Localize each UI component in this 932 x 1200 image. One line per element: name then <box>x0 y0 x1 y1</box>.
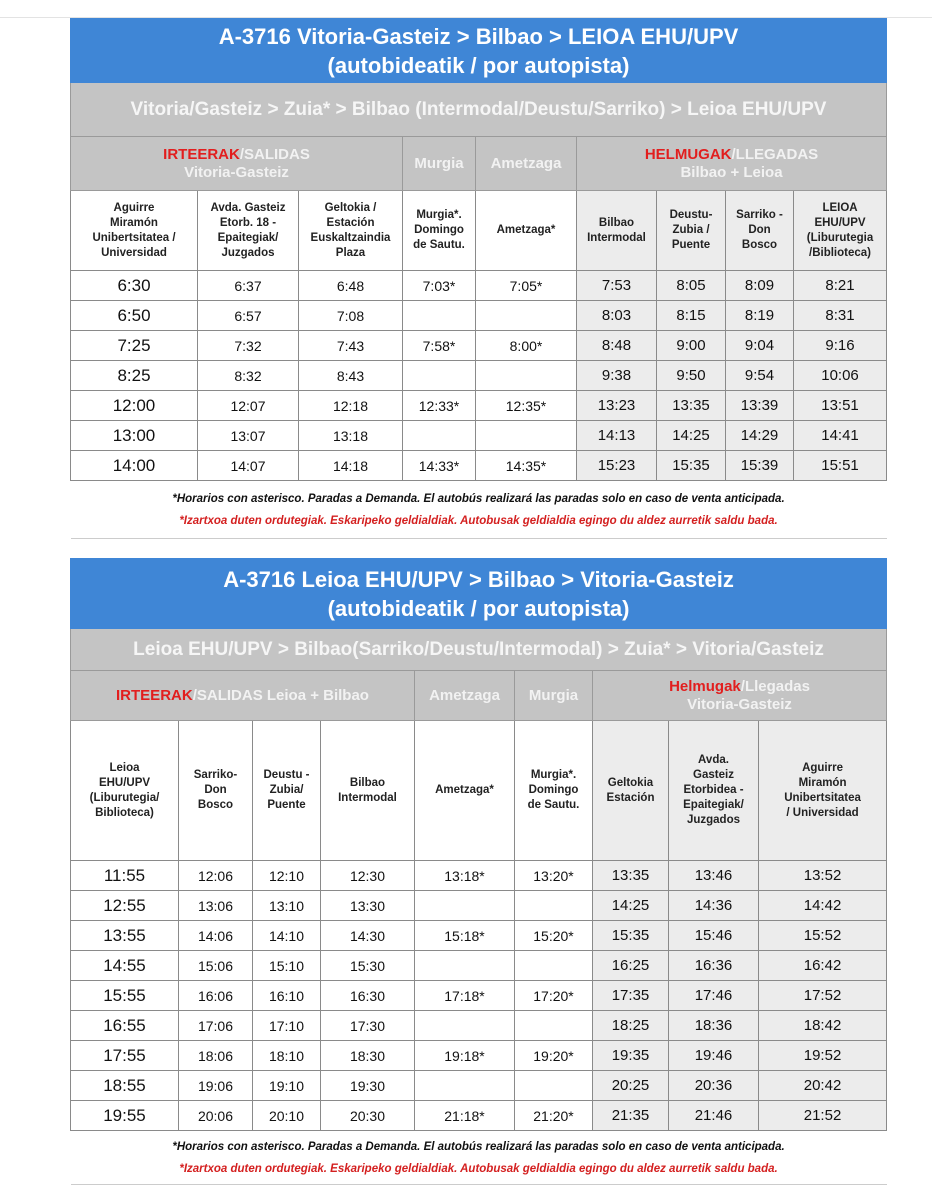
time-cell: 9:50 <box>657 361 726 391</box>
time-cell: 14:29 <box>726 421 794 451</box>
time-cell: 9:16 <box>794 331 887 361</box>
time-cell: 18:25 <box>593 1011 669 1041</box>
time-cell <box>415 1011 515 1041</box>
time-cell: 17:55 <box>71 1041 179 1071</box>
col-header-text: Leioa EHU/UPV (Liburutegia/ Biblioteca) <box>89 761 160 819</box>
col-header-text: Avda. Gasteiz Etorb. 18 - Epaitegiak/ Juzgados <box>210 201 286 259</box>
time-cell: 19:20* <box>515 1041 593 1071</box>
time-cell: 9:04 <box>726 331 794 361</box>
table-row <box>71 921 887 951</box>
time-cell: 20:10 <box>253 1101 321 1131</box>
col-header <box>253 721 321 861</box>
col-header-text: Deustu- Zubia / Puente <box>669 209 713 251</box>
time-cell: 12:30 <box>321 861 415 891</box>
departures-label-spanish: /SALIDAS <box>239 145 310 163</box>
col-header <box>515 721 593 861</box>
time-cell <box>403 361 476 391</box>
group-arrivals <box>593 671 887 721</box>
time-cell: 8:43 <box>299 361 403 391</box>
time-cell: 13:10 <box>253 891 321 921</box>
time-cell: 12:33* <box>403 391 476 421</box>
time-cell: 13:51 <box>794 391 887 421</box>
time-cell <box>415 951 515 981</box>
time-cell: 18:30 <box>321 1041 415 1071</box>
footnote-row <box>71 1131 887 1185</box>
time-cell: 12:35* <box>476 391 577 421</box>
departures-origin: Vitoria-Gasteiz <box>184 163 289 181</box>
time-cell: 7:58* <box>403 331 476 361</box>
route-row <box>71 629 887 671</box>
time-cell <box>515 1011 593 1041</box>
time-cell: 15:06 <box>179 951 253 981</box>
time-cell: 13:23 <box>577 391 657 421</box>
time-cell: 13:46 <box>669 861 759 891</box>
col-header <box>321 721 415 861</box>
time-cell: 14:25 <box>657 421 726 451</box>
time-cell: 17:06 <box>179 1011 253 1041</box>
col-header-text: Geltokia Estación <box>606 776 655 804</box>
time-cell: 15:23 <box>577 451 657 481</box>
table-row <box>71 271 887 301</box>
time-cell: 16:10 <box>253 981 321 1011</box>
time-cell: 18:06 <box>179 1041 253 1071</box>
time-cell: 20:36 <box>669 1071 759 1101</box>
time-cell: 13:18 <box>299 421 403 451</box>
col-header <box>71 191 198 271</box>
col-header <box>198 191 299 271</box>
table-row <box>71 1071 887 1101</box>
col-header <box>179 721 253 861</box>
table-row <box>71 361 887 391</box>
time-cell: 9:54 <box>726 361 794 391</box>
time-cell: 7:53 <box>577 271 657 301</box>
time-cell: 14:55 <box>71 951 179 981</box>
time-cell: 8:05 <box>657 271 726 301</box>
col-header <box>476 191 577 271</box>
time-cell: 8:25 <box>71 361 198 391</box>
time-cell: 21:20* <box>515 1101 593 1131</box>
col-header-text: Sarriko- Don Bosco <box>193 769 238 811</box>
table-row <box>71 391 887 421</box>
time-cell: 12:10 <box>253 861 321 891</box>
arrivals-label-basque: HELMUGAK <box>644 145 732 163</box>
time-cell <box>415 1071 515 1101</box>
time-cell: 14:33* <box>403 451 476 481</box>
time-cell: 6:30 <box>71 271 198 301</box>
schedule-table-outbound <box>70 18 887 539</box>
time-cell: 12:07 <box>198 391 299 421</box>
time-cell: 18:36 <box>669 1011 759 1041</box>
time-cell: 7:25 <box>71 331 198 361</box>
time-cell: 8:09 <box>726 271 794 301</box>
time-cell: 15:30 <box>321 951 415 981</box>
table-row <box>71 891 887 921</box>
table-row <box>71 981 887 1011</box>
time-cell: 6:37 <box>198 271 299 301</box>
table-row <box>71 1101 887 1131</box>
time-cell: 13:06 <box>179 891 253 921</box>
time-cell <box>515 951 593 981</box>
time-cell <box>515 891 593 921</box>
time-cell: 15:10 <box>253 951 321 981</box>
time-cell: 19:30 <box>321 1071 415 1101</box>
group-ametzaga: Ametzaga <box>415 671 515 721</box>
time-cell: 15:52 <box>759 921 887 951</box>
time-cell: 13:55 <box>71 921 179 951</box>
time-cell: 19:06 <box>179 1071 253 1101</box>
time-cell: 16:25 <box>593 951 669 981</box>
time-cell: 14:06 <box>179 921 253 951</box>
time-cell: 17:52 <box>759 981 887 1011</box>
time-cell <box>476 301 577 331</box>
time-cell: 21:52 <box>759 1101 887 1131</box>
departures-label-basque: IRTEERAK <box>163 145 240 163</box>
time-cell: 15:46 <box>669 921 759 951</box>
time-cell: 8:00* <box>476 331 577 361</box>
col-header-text: Geltokia / Estación Euskaltzaindia Plaza <box>310 201 391 259</box>
arrivals-label-spanish: /LLEGADAS <box>731 145 819 163</box>
time-cell: 20:25 <box>593 1071 669 1101</box>
time-cell: 14:07 <box>198 451 299 481</box>
time-cell: 15:35 <box>593 921 669 951</box>
time-cell: 15:51 <box>794 451 887 481</box>
col-header-text: Murgia*. Domingo de Sautu. <box>413 209 465 251</box>
time-cell: 7:05* <box>476 271 577 301</box>
time-cell: 12:55 <box>71 891 179 921</box>
time-cell: 14:42 <box>759 891 887 921</box>
time-cell: 16:55 <box>71 1011 179 1041</box>
time-cell: 15:35 <box>657 451 726 481</box>
col-header-text: LEIOA EHU/UPV (Liburutegia /Biblioteca) <box>806 201 874 259</box>
time-cell: 8:32 <box>198 361 299 391</box>
time-cell: 14:00 <box>71 451 198 481</box>
col-header-text: Deustu - Zubia/ Puente <box>263 769 310 811</box>
time-cell <box>415 891 515 921</box>
time-cell: 20:06 <box>179 1101 253 1131</box>
group-header-row <box>71 671 887 721</box>
time-cell: 20:30 <box>321 1101 415 1131</box>
time-cell: 8:21 <box>794 271 887 301</box>
time-cell: 14:30 <box>321 921 415 951</box>
group-murgia: Murgia <box>515 671 593 721</box>
col-header-text: Sarriko - Don Bosco <box>736 209 783 251</box>
table-row <box>71 951 887 981</box>
time-cell: 14:35* <box>476 451 577 481</box>
col-header-text: Avda. Gasteiz Etorbidea - Epaitegiak/ Juzgados <box>683 754 744 826</box>
table-row <box>71 451 887 481</box>
time-cell: 10:06 <box>794 361 887 391</box>
time-cell: 21:35 <box>593 1101 669 1131</box>
time-cell: 8:48 <box>577 331 657 361</box>
time-cell: 19:18* <box>415 1041 515 1071</box>
time-cell <box>476 421 577 451</box>
time-cell: 16:06 <box>179 981 253 1011</box>
time-cell: 13:20* <box>515 861 593 891</box>
time-cell: 18:42 <box>759 1011 887 1041</box>
time-cell: 17:30 <box>321 1011 415 1041</box>
time-cell: 15:39 <box>726 451 794 481</box>
time-cell: 16:42 <box>759 951 887 981</box>
time-cell: 6:57 <box>198 301 299 331</box>
schedule-title <box>71 19 887 83</box>
time-cell: 14:41 <box>794 421 887 451</box>
group-departures <box>71 137 403 191</box>
col-header <box>669 721 759 861</box>
time-cell <box>476 361 577 391</box>
col-header <box>415 721 515 861</box>
route-row <box>71 83 887 137</box>
col-header <box>593 721 669 861</box>
arrivals-label-spanish: /Llegadas <box>740 677 810 695</box>
time-cell: 13:18* <box>415 861 515 891</box>
time-cell: 9:00 <box>657 331 726 361</box>
title-line-1: A-3716 Leioa EHU/UPV > Bilbao > Vitoria-Gasteiz <box>223 566 734 592</box>
time-cell: 21:18* <box>415 1101 515 1131</box>
title-line-2: (autobideatik / por autopista) <box>327 52 630 78</box>
time-cell: 14:13 <box>577 421 657 451</box>
time-cell: 12:06 <box>179 861 253 891</box>
time-cell: 17:35 <box>593 981 669 1011</box>
group-header-row <box>71 137 887 191</box>
time-cell: 12:00 <box>71 391 198 421</box>
time-cell: 17:18* <box>415 981 515 1011</box>
col-header <box>403 191 476 271</box>
time-cell: 8:15 <box>657 301 726 331</box>
group-arrivals <box>577 137 887 191</box>
footnote-row <box>71 481 887 539</box>
time-cell: 14:10 <box>253 921 321 951</box>
table-row <box>71 421 887 451</box>
time-cell: 18:10 <box>253 1041 321 1071</box>
arrivals-label-basque: Helmugak <box>669 677 741 695</box>
time-cell: 8:03 <box>577 301 657 331</box>
time-cell: 17:10 <box>253 1011 321 1041</box>
time-cell: 8:31 <box>794 301 887 331</box>
footnote <box>71 1131 887 1185</box>
time-cell: 7:43 <box>299 331 403 361</box>
time-cell: 16:30 <box>321 981 415 1011</box>
footnote-spanish: *Horarios con asterisco. Paradas a Demanda. El autobús realizará las paradas solo en caso de venta anticipada. <box>172 1140 785 1153</box>
departures-label-basque: IRTEERAK <box>116 686 193 704</box>
column-header-row <box>71 191 887 271</box>
time-cell: 7:08 <box>299 301 403 331</box>
time-cell: 15:18* <box>415 921 515 951</box>
table-row <box>71 1041 887 1071</box>
group-departures <box>71 671 415 721</box>
time-cell: 13:35 <box>593 861 669 891</box>
time-cell: 9:38 <box>577 361 657 391</box>
time-cell: 12:18 <box>299 391 403 421</box>
time-cell: 20:42 <box>759 1071 887 1101</box>
route-text: Leioa EHU/UPV > Bilbao(Sarriko/Deustu/Intermodal) > Zuia* > Vitoria/Gasteiz <box>71 629 887 671</box>
time-cell: 8:19 <box>726 301 794 331</box>
time-cell <box>403 421 476 451</box>
col-header <box>71 721 179 861</box>
time-cell: 19:46 <box>669 1041 759 1071</box>
time-cell: 21:46 <box>669 1101 759 1131</box>
time-cell: 13:07 <box>198 421 299 451</box>
time-cell <box>515 1071 593 1101</box>
footnote-basque: *Izartxoa duten ordutegiak. Eskaripeko geldialdiak. Autobusak geldialdia egingo du aldez aurretik saldu bada. <box>179 1162 778 1175</box>
time-cell: 19:55 <box>71 1101 179 1131</box>
time-cell: 13:52 <box>759 861 887 891</box>
table-row <box>71 1011 887 1041</box>
arrivals-destination: Bilbao + Leioa <box>680 163 783 181</box>
table-row <box>71 301 887 331</box>
col-header <box>299 191 403 271</box>
time-cell: 14:25 <box>593 891 669 921</box>
footnote-basque: *Izartxoa duten ordutegiak. Eskaripeko geldialdiak. Autobusak geldialdia egingo du aldez aurretik saldu bada. <box>179 514 778 527</box>
time-cell: 17:20* <box>515 981 593 1011</box>
time-cell <box>403 301 476 331</box>
schedule-title <box>71 559 887 629</box>
time-cell: 6:48 <box>299 271 403 301</box>
time-cell: 15:55 <box>71 981 179 1011</box>
time-cell: 19:10 <box>253 1071 321 1101</box>
time-cell: 6:50 <box>71 301 198 331</box>
time-cell: 11:55 <box>71 861 179 891</box>
time-cell: 13:35 <box>657 391 726 421</box>
time-cell: 14:18 <box>299 451 403 481</box>
col-header-text: Aguirre Miramón Unibertsitatea / Universidad <box>784 761 861 819</box>
time-cell: 14:36 <box>669 891 759 921</box>
title-line-2: (autobideatik / por autopista) <box>327 595 630 621</box>
time-cell: 15:20* <box>515 921 593 951</box>
col-header <box>759 721 887 861</box>
time-cell: 13:30 <box>321 891 415 921</box>
departures-label-spanish: /SALIDAS Leioa + Bilbao <box>192 686 369 704</box>
group-murgia: Murgia <box>403 137 476 191</box>
col-header <box>657 191 726 271</box>
column-header-row <box>71 721 887 861</box>
table-row <box>71 331 887 361</box>
table-row <box>71 861 887 891</box>
footnote <box>71 481 887 539</box>
schedule-table-return <box>70 558 887 1185</box>
time-cell: 13:39 <box>726 391 794 421</box>
route-text: Vitoria/Gasteiz > Zuia* > Bilbao (Intermodal/Deustu/Sarriko) > Leioa EHU/UPV <box>71 83 887 137</box>
col-header <box>726 191 794 271</box>
col-header-text: Murgia*. Domingo de Sautu. <box>527 769 580 811</box>
time-cell: 7:32 <box>198 331 299 361</box>
col-header-text: Bilbao Intermodal <box>587 216 646 244</box>
title-line-1: A-3716 Vitoria-Gasteiz > Bilbao > LEIOA EHU/UPV <box>218 23 739 49</box>
col-header-text: Ametzaga* <box>435 784 494 796</box>
time-cell: 18:55 <box>71 1071 179 1101</box>
group-ametzaga: Ametzaga <box>476 137 577 191</box>
col-header-text: Aguirre Miramón Unibertsitatea / Universidad <box>92 201 176 259</box>
time-cell: 16:36 <box>669 951 759 981</box>
col-header <box>577 191 657 271</box>
col-header <box>794 191 887 271</box>
arrivals-destination: Vitoria-Gasteiz <box>687 695 792 713</box>
time-cell: 17:46 <box>669 981 759 1011</box>
time-cell: 7:03* <box>403 271 476 301</box>
time-cell: 19:52 <box>759 1041 887 1071</box>
time-cell: 19:35 <box>593 1041 669 1071</box>
time-cell: 13:00 <box>71 421 198 451</box>
col-header-text: Bilbao Intermodal <box>338 776 397 804</box>
col-header-text: Ametzaga* <box>496 224 556 236</box>
footnote-spanish: *Horarios con asterisco. Paradas a Demanda. El autobús realizará las paradas solo en caso de venta anticipada. <box>172 492 785 505</box>
